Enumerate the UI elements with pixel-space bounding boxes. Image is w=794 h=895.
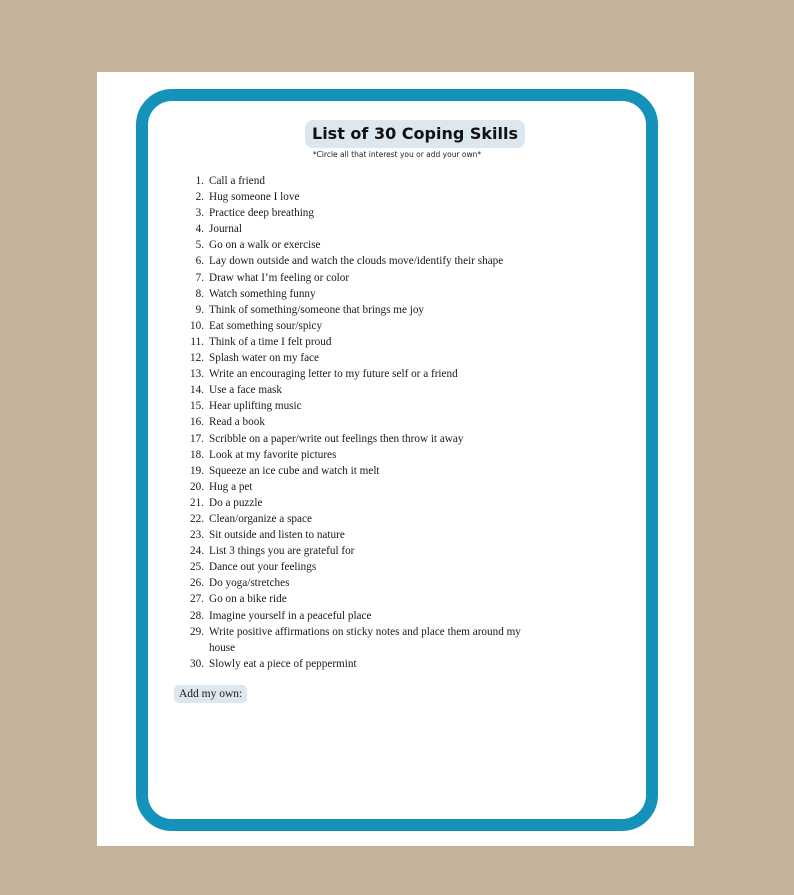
- page-subtitle: *Circle all that interest you or add your own*: [312, 150, 482, 159]
- list-item-text: Hug someone I love: [209, 191, 300, 204]
- list-item-number: 17.: [190, 432, 204, 445]
- list-item-number: 7.: [195, 271, 204, 284]
- list-item-text: Sit outside and listen to nature: [209, 529, 345, 542]
- list-item-text: List 3 things you are grateful for: [209, 545, 355, 558]
- list-item: [174, 237, 634, 253]
- list-item-text: Think of something/someone that brings me joy: [209, 303, 425, 316]
- list-item-text: Hug a pet: [209, 480, 253, 493]
- list-item-number: 27.: [190, 593, 204, 606]
- list-item: [174, 447, 634, 463]
- list-item-number: 14.: [190, 384, 204, 397]
- coping-skills-list: [174, 173, 634, 672]
- list-item-number: 2.: [195, 191, 204, 204]
- list-item-number: 9.: [195, 303, 204, 316]
- list-item: [174, 527, 634, 543]
- list-item: [174, 559, 634, 575]
- list-item-text: Hear uplifting music: [209, 400, 302, 413]
- list-item-number: 18.: [190, 448, 204, 461]
- list-item-text: Do yoga/stretches: [209, 577, 290, 590]
- list-item-text: Write an encouraging letter to my future self or a friend: [209, 368, 458, 381]
- list-item-number: 30.: [190, 657, 204, 670]
- list-item-number: 8.: [195, 287, 204, 300]
- list-item-number: 12.: [190, 352, 204, 365]
- list-item-text: Squeeze an ice cube and watch it melt: [209, 464, 380, 477]
- worksheet-page: [97, 72, 694, 846]
- list-item: [174, 205, 634, 221]
- list-item-text: Write positive affirmations on sticky notes and place them around my house: [209, 625, 521, 654]
- list-item-number: 20.: [190, 480, 204, 493]
- list-item-number: 15.: [190, 400, 204, 413]
- list-item: [174, 173, 634, 189]
- list-item: [174, 270, 634, 286]
- page-title: List of 30 Coping Skills: [305, 120, 525, 148]
- list-item-text: Scribble on a paper/write out feelings then throw it away: [209, 432, 464, 445]
- add-my-own-label: Add my own:: [174, 685, 247, 703]
- list-item: [174, 656, 634, 672]
- list-item-number: 29.: [190, 625, 204, 638]
- list-item-text: Draw what I’m feeling or color: [209, 271, 350, 284]
- list-item: [174, 189, 634, 205]
- list-item: [174, 382, 634, 398]
- list-item-number: 25.: [190, 561, 204, 574]
- list-item-number: 24.: [190, 545, 204, 558]
- list-item-text: Think of a time I felt proud: [209, 335, 332, 348]
- list-item-text: Lay down outside and watch the clouds move/identify their shape: [209, 255, 504, 268]
- list-item: [174, 253, 634, 269]
- list-item-text: Watch something funny: [209, 287, 316, 300]
- list-item-number: 10.: [190, 319, 204, 332]
- list-item: [174, 463, 634, 479]
- list-item: [174, 543, 634, 559]
- list-item-number: 19.: [190, 464, 204, 477]
- list-item-number: 21.: [190, 496, 204, 509]
- list-item: [174, 511, 634, 527]
- list-item-number: 6.: [195, 255, 204, 268]
- list-item-text: Look at my favorite pictures: [209, 448, 337, 461]
- list-item: [174, 398, 634, 414]
- list-item: [174, 608, 634, 624]
- list-item-text: Imagine yourself in a peaceful place: [209, 609, 372, 622]
- list-item-text: Practice deep breathing: [209, 207, 314, 220]
- list-item: [174, 318, 634, 334]
- list-item-number: 11.: [190, 335, 204, 348]
- list-item: [174, 591, 634, 607]
- list-item-text: Slowly eat a piece of peppermint: [209, 657, 357, 670]
- list-item-number: 26.: [190, 577, 204, 590]
- list-item-text: Journal: [209, 223, 242, 236]
- list-item-number: 28.: [190, 609, 204, 622]
- list-item-number: 3.: [195, 207, 204, 220]
- list-item-text: Clean/organize a space: [209, 512, 312, 525]
- list-item-number: 1.: [195, 175, 204, 187]
- list-item-number: 23.: [190, 529, 204, 542]
- list-item: [174, 495, 634, 511]
- list-item-number: 16.: [190, 416, 204, 429]
- list-item-text: Use a face mask: [209, 384, 282, 397]
- list-item: [174, 479, 634, 495]
- list-item-text: Call a friend: [209, 175, 265, 187]
- list-item: [174, 431, 634, 447]
- list-item-text: Go on a bike ride: [209, 593, 287, 606]
- list-item: [174, 414, 634, 430]
- list-item: [174, 624, 634, 656]
- list-item-text: Read a book: [209, 416, 265, 429]
- list-item-number: 22.: [190, 512, 204, 525]
- list-item-number: 13.: [190, 368, 204, 381]
- list-item: [174, 350, 634, 366]
- list-item-text: Splash water on my face: [209, 352, 319, 365]
- list-item-text: Go on a walk or exercise: [209, 239, 321, 252]
- list-item: [174, 334, 634, 350]
- rounded-frame: [136, 89, 658, 831]
- list-item-text: Dance out your feelings: [209, 561, 317, 574]
- list-item-number: 4.: [195, 223, 204, 236]
- list-item-text: Eat something sour/spicy: [209, 319, 323, 332]
- list-item: [174, 302, 634, 318]
- list-item: [174, 366, 634, 382]
- list-item: [174, 221, 634, 237]
- list-item: [174, 286, 634, 302]
- list-item-number: 5.: [195, 239, 204, 252]
- list-item-text: Do a puzzle: [209, 496, 263, 509]
- list-item: [174, 575, 634, 591]
